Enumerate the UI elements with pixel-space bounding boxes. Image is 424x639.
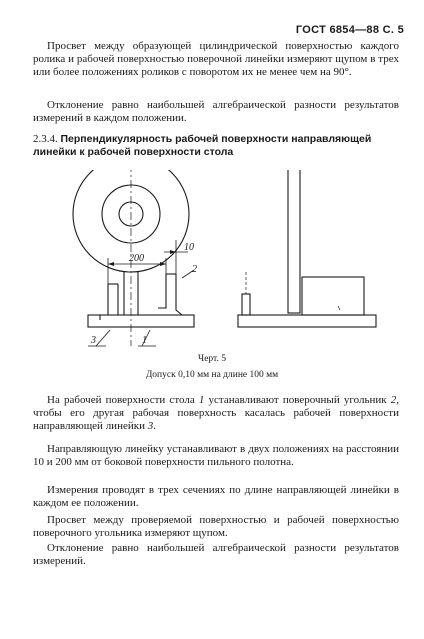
page-header: ГОСТ 6854—88 С. 5 xyxy=(295,24,404,36)
paragraph-deviation: Отклонение равно наибольшей алгебраической разности результатов измерений в каждом положении. xyxy=(33,99,399,124)
paragraph-setup xyxy=(33,394,399,433)
paragraph-deviation-final: Отклонение равно наибольшей алгебраической разности результатов измерений. xyxy=(33,542,399,567)
paragraph-feeler-gauge: Просвет между проверяемой поверхностью и рабочей поверхностью поверочного угольника измеряют щупом. xyxy=(33,514,399,539)
section-heading xyxy=(33,133,403,159)
paragraph-gap-measurement: Просвет между образующей цилиндрической поверхностью каждого ролика и рабочей поверхностью поверочной линейки измеряют щупом в трех или более положениях роликов с поворотом их не менее чем на 90°. xyxy=(33,40,399,78)
setup-text-b: устанавливают поверочный угольник xyxy=(204,394,391,406)
figure-caption: Черт. 5 xyxy=(198,354,226,364)
ref-angle-2: 2 xyxy=(390,394,397,406)
dim-200-label: 200 xyxy=(129,253,144,264)
tolerance-note: Допуск 0,10 мм на длине 100 мм xyxy=(145,370,279,380)
section-number: 2.3.4. xyxy=(33,133,58,145)
label-angle-2: 2 xyxy=(192,264,197,275)
dim-10-label: 10 xyxy=(184,242,194,253)
setup-text-d: . xyxy=(153,420,156,432)
setup-text-c: , чтобы его другая рабочая поверхность касалась рабочей поверхности направляющей линейки xyxy=(33,394,399,432)
ref-table-1: 1 xyxy=(198,394,205,406)
section-title: Перпендикулярность рабочей поверхности направляющей линейки к рабочей поверхности стола xyxy=(33,133,372,158)
technical-drawing xyxy=(66,170,386,355)
label-table-1: 1 xyxy=(142,335,147,346)
paragraph-guide-positions: Направляющую линейку устанавливают в двух положениях на расстоянии 10 и 200 мм от боковой поверхности пильного полотна. xyxy=(33,443,399,468)
setup-text-a: На рабочей поверхности стола xyxy=(47,394,199,406)
ref-guide-3: 3 xyxy=(147,420,154,432)
paragraph-sections: Измерения проводят в трех сечениях по длине направляющей линейки в каждом ее положении. xyxy=(33,484,399,509)
label-guide-3: 3 xyxy=(91,335,96,346)
